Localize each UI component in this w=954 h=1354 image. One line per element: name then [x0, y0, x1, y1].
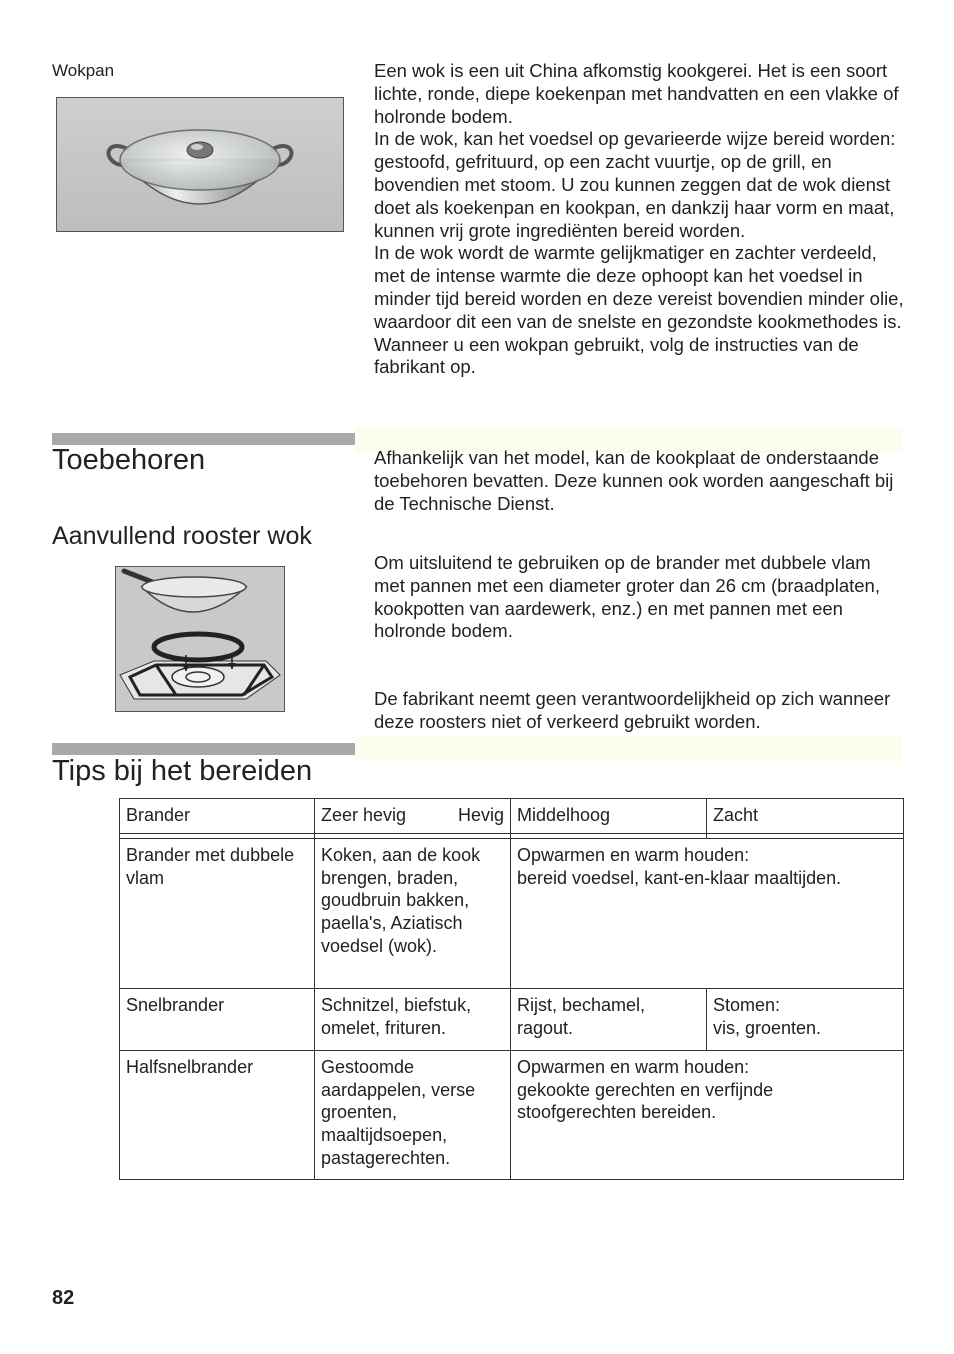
zacht-cell: Stomen: vis, groenten. [707, 988, 904, 1050]
wokpan-paragraph: Een wok is een uit China afkomstig kookgerei. Het is een soort lichte, ronde, diepe koekenpan met handvatten en een vlakke of holronde bodem. [374, 60, 899, 127]
wokpan-paragraph: In de wok wordt de warmte gelijkmatiger en zachter verdeeld, met de intense warmte die deze ophoopt kan het voedsel in minder tijd bereid worden en deze vereist bovendien minder olie, waardoor dit een van de snelste en gezondste kookmethodes is. [374, 242, 904, 332]
merged-cell: Opwarmen en warm houden: gekookte gerechten en verfijnde stoofgerechten bereiden. [511, 1050, 904, 1179]
header-middelhoog: Middelhoog [511, 799, 707, 834]
hevig-cell: Gestoomde aardappelen, verse groenten, maaltijdsoepen, pastagerechten. [315, 1050, 511, 1179]
hevig-cell: Koken, aan de kook brengen, braden, goudbruin bakken, paella's, Aziatisch voedsel (wok). [315, 838, 511, 988]
table-row [120, 988, 904, 1050]
wokpan-description [374, 60, 904, 379]
wokpan-paragraph: Wanneer u een wokpan gebruikt, volg de instructies van de fabrikant op. [374, 333, 859, 378]
header-hevig [315, 799, 511, 834]
wokpan-label: Wokpan [52, 61, 115, 80]
toebehoren-description: Afhankelijk van het model, kan de kookplaat de onderstaande toebehoren bevatten. Deze kunnen ook worden aangeschaft bij de Technische Dienst. [374, 447, 894, 514]
header-zeer-hevig: Zeer hevig [321, 805, 407, 825]
subsection-title-rooster: Aanvullend rooster wok [52, 522, 312, 550]
brander-cell: Snelbrander [120, 988, 315, 1050]
wokpan-paragraph: In de wok, kan het voedsel op gevarieerde wijze bereid worden: gestoofd, gefrituurd, op een zacht vuurtje, op de grill, en bovendien met stoom. U zou kunnen zeggen dat de wok dienst doet als koekenpan en kookpan, en dankzij haar vorm en maat, kunnen vrij grote ingrediënten bereid worden. [374, 128, 896, 241]
middel-cell: Rijst, bechamel, ragout. [511, 988, 707, 1050]
tips-table [119, 798, 904, 1180]
header-brander: Brander [120, 799, 315, 834]
section-divider-band [355, 737, 902, 761]
section-title-toebehoren: Toebehoren [52, 444, 206, 476]
wok-rooster-image [115, 566, 285, 712]
section-divider [52, 743, 355, 755]
brander-cell: Brander met dubbele vlam [120, 838, 315, 988]
header-zacht: Zacht [707, 799, 904, 834]
table-row [120, 1050, 904, 1179]
wok-pan-image [56, 97, 344, 232]
header-hevig-label: Hevig [457, 805, 504, 825]
table-row [120, 838, 904, 988]
page-number: 82 [52, 1287, 75, 1309]
section-title-tips: Tips bij het bereiden [52, 755, 313, 787]
brander-cell: Halfsnelbrander [120, 1050, 315, 1179]
merged-cell: Opwarmen en warm houden: bereid voedsel, kant-en-klaar maaltijden. [511, 838, 904, 988]
wok-ring-illustration [116, 567, 284, 711]
rooster-disclaimer: De fabrikant neemt geen verantwoordelijkheid op zich wanneer deze roosters niet of verkeerd gebruikt worden. [374, 688, 891, 732]
table-header-row [120, 799, 904, 834]
rooster-description: Om uitsluitend te gebruiken op de brander met dubbele vlam met pannen met een diameter groter dan 26 cm (braadplaten, kookpotten van aardewerk, enz.) en met pannen met een holronde bodem. [374, 552, 880, 642]
wok-pan-illustration [57, 98, 343, 231]
hevig-cell: Schnitzel, biefstuk, omelet, frituren. [315, 988, 511, 1050]
